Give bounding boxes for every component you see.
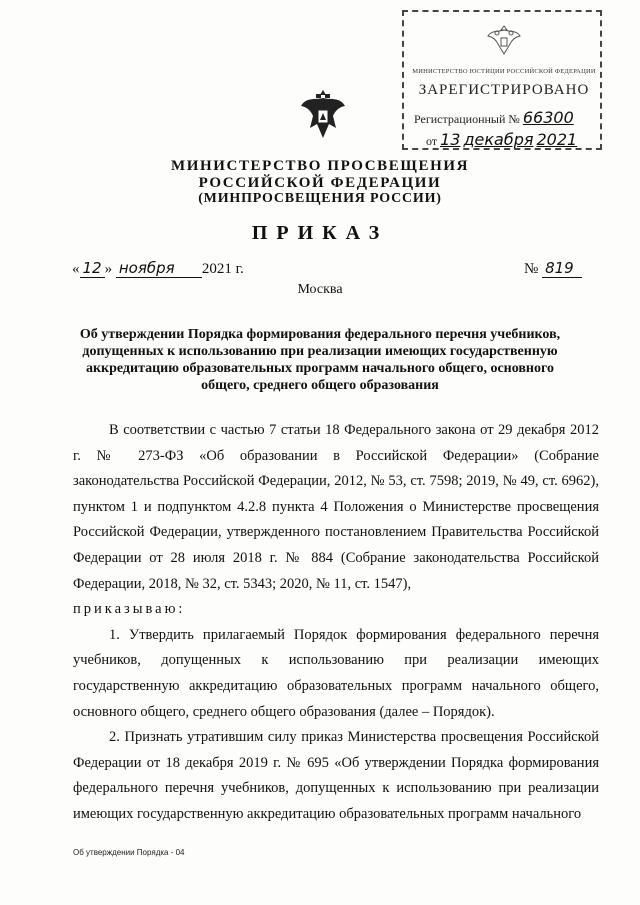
coat-of-arms-icon	[300, 88, 346, 142]
order-body	[73, 418, 599, 828]
stamp-date-row	[426, 130, 577, 149]
ministry-name-line1: МИНИСТЕРСТВО ПРОСВЕЩЕНИЯ	[170, 158, 470, 174]
stamp-date-month: декабря	[463, 130, 534, 149]
stamp-ministry-name: МИНИСТЕРСТВО ЮСТИЦИИ РОССИЙСКОЙ ФЕДЕРАЦИИ	[412, 68, 596, 75]
order-directive: приказываю:	[73, 601, 186, 618]
preamble-paragraph: В соответствии с частью 7 статьи 18 Федерального закона от 29 декабря 2012 г. № 273-ФЗ «Об образовании в Российской Федерации» (Собрание законодательства Российской Федерации, 2012, № 53, ст. 7598; 2019, № 49, ст. 6962), пунктом 1 и подпунктом 4.2.8 пункта 4 Положения о Министерстве просвещения Российской Федерации, утвержденного постановлением Правительства Российской Федерации от 28 июля 2018 г. № 884 (Собрание законодательства Российской Федерации, 2018, № 32, ст. 5343; 2020, № 11, ст. 1547),	[73, 422, 599, 592]
order-number-label: №	[524, 261, 539, 277]
item-1-paragraph: 1. Утвердить прилагаемый Порядок формирования федерального перечня учебников, допущенных к использованию при реализации имеющих государственную аккредитацию образовательных программ начального общего, основного общего, среднего общего образования (далее – Порядок).	[73, 626, 599, 720]
date-year: 2021 г.	[201, 261, 244, 277]
date-month: ноября	[116, 259, 202, 278]
ministry-name-line2: РОССИЙСКОЙ ФЕДЕРАЦИИ	[198, 175, 442, 191]
stamp-reg-number: 66300	[522, 108, 574, 127]
stamp-reg-label: Регистрационный №	[414, 112, 520, 126]
order-number	[524, 259, 582, 278]
order-title: ПРИКАЗ	[251, 222, 389, 244]
ministry-short-name: (МИНПРОСВЕЩЕНИЯ РОССИИ)	[198, 191, 442, 206]
order-subject: Об утверждении Порядка формирования федерального перечня учебников, допущенных к использованию при реализации имеющих государственную аккредитацию образовательных программ начального общего, основного общего, среднего общего образования	[79, 327, 561, 393]
stamp-date-day: 13	[440, 130, 461, 149]
order-number-value: 819	[542, 259, 582, 278]
item-2-paragraph: 2. Признать утратившим силу приказ Министерства просвещения Российской Федерации от 18 декабря 2019 г. № 695 «Об утверждении Порядка формирования федерального перечня учебников, допущенных к использованию при реализации имеющих государственную аккредитацию образовательных программ начального	[73, 729, 599, 822]
order-city: Москва	[297, 282, 343, 297]
stamp-date-year: 2021	[536, 130, 578, 149]
date-day: 12	[80, 259, 105, 278]
registration-stamp	[402, 10, 602, 150]
order-date	[72, 259, 244, 278]
date-quote-close: »	[104, 261, 113, 277]
date-quote-open: «	[72, 261, 80, 277]
stamp-registered-label: ЗАРЕГИСТРИРОВАНО	[418, 82, 590, 98]
double-headed-eagle-icon	[484, 20, 524, 60]
page-footer: Об утверждении Порядка - 04	[73, 848, 185, 857]
stamp-registration-row	[414, 108, 574, 127]
stamp-date-prefix: от	[426, 134, 438, 148]
